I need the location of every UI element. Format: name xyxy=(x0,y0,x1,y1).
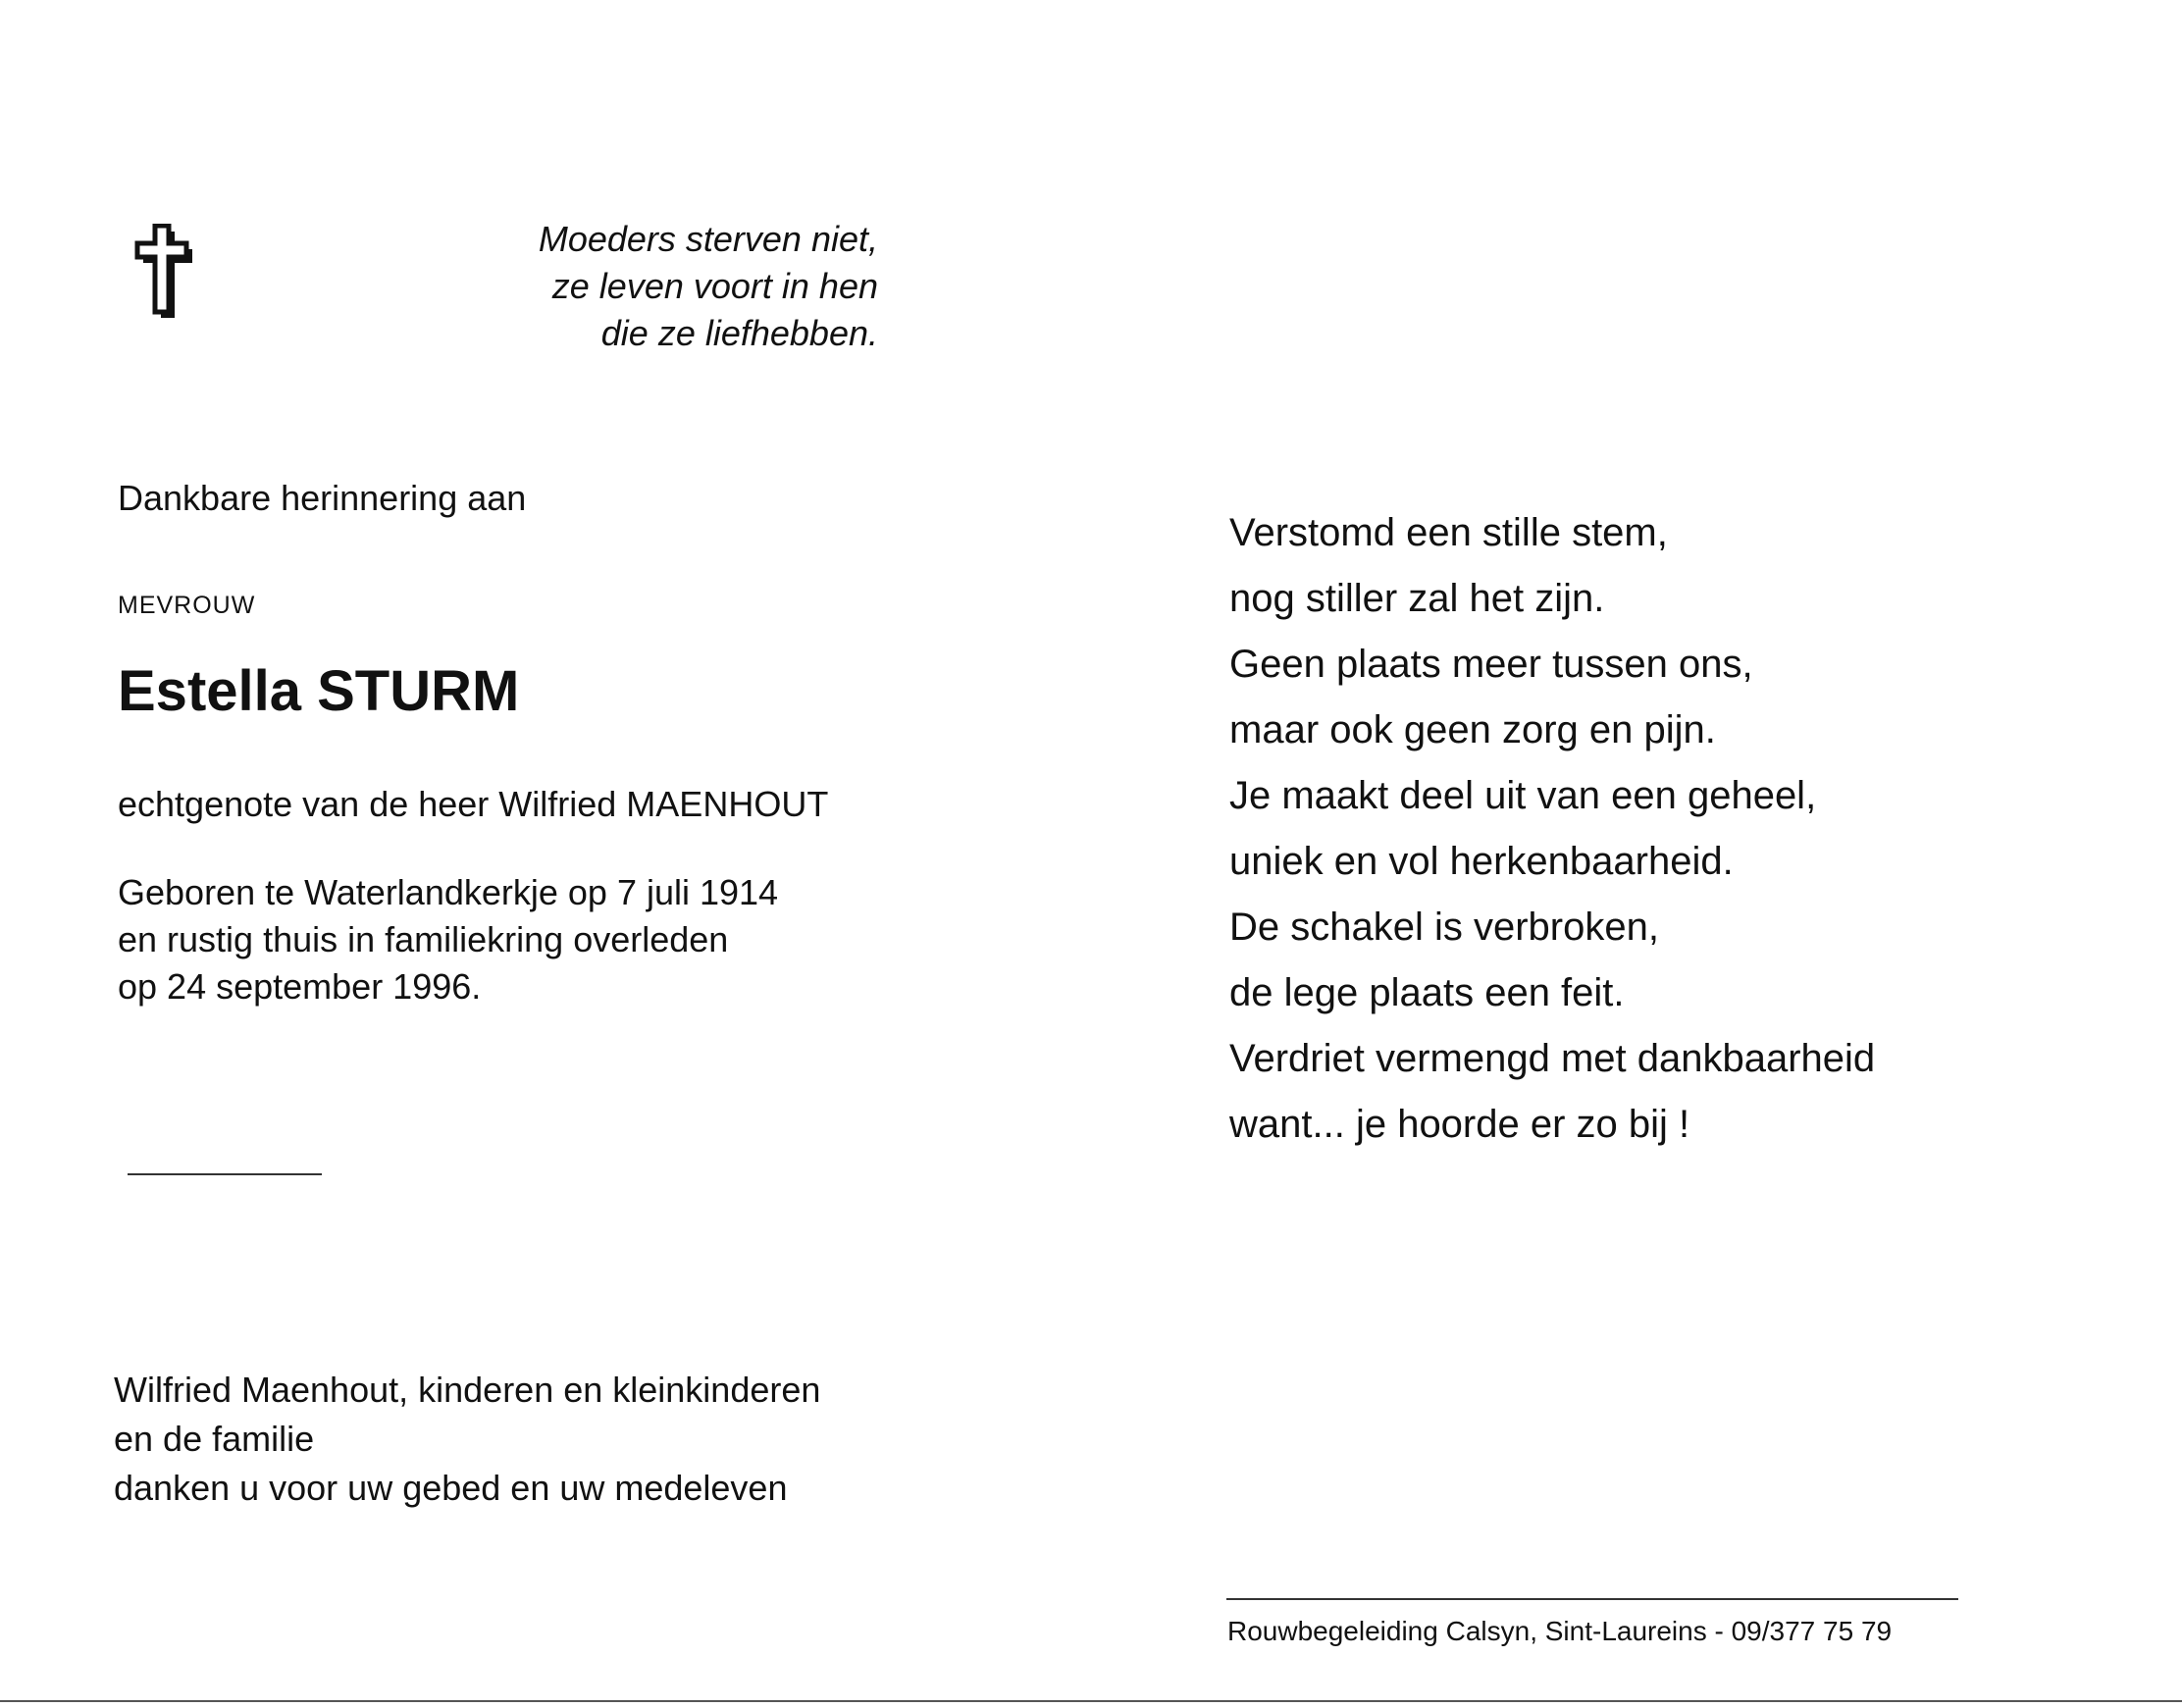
thanks-line: danken u voor uw gebed en uw medeleven xyxy=(114,1468,788,1508)
motto xyxy=(353,216,878,357)
thanks-block xyxy=(114,1366,820,1513)
motto-line: ze leven voort in hen xyxy=(551,266,878,306)
motto-line: die ze liefhebben. xyxy=(600,313,878,353)
card-edge xyxy=(0,1700,2182,1702)
poem-line: Verdriet vermengd met dankbaarheid xyxy=(1229,1037,1876,1080)
thanks-line: en de familie xyxy=(114,1419,315,1459)
intro-text: Dankbare herinnering aan xyxy=(118,478,527,518)
divider xyxy=(1226,1598,1958,1600)
life-line: op 24 september 1996. xyxy=(118,966,482,1007)
poem-line: maar ook geen zorg en pijn. xyxy=(1229,708,1716,751)
poem-line: uniek en vol herkenbaarheid. xyxy=(1229,840,1734,883)
poem-line: Je maakt deel uit van een geheel, xyxy=(1229,774,1817,817)
poem-line: de lege plaats een feit. xyxy=(1229,971,1625,1014)
poem-line: nog stiller zal het zijn. xyxy=(1229,577,1605,620)
divider xyxy=(128,1173,322,1175)
life-line: Geboren te Waterlandkerkje op 7 juli 1914 xyxy=(118,872,779,912)
life-details xyxy=(118,869,778,1010)
poem-line: De schakel is verbroken, xyxy=(1229,906,1659,949)
poem-line: Verstomd een stille stem, xyxy=(1229,511,1668,554)
spouse-line: echtgenote van de heer Wilfried MAENHOUT xyxy=(118,784,829,824)
poem-line: Geen plaats meer tussen ons, xyxy=(1229,643,1753,686)
printer-credit: Rouwbegeleiding Calsyn, Sint-Laureins - 09/377 75 79 xyxy=(1227,1616,1893,1646)
title-word: MEVROUW xyxy=(118,592,256,619)
life-line: en rustig thuis in familiekring overleden xyxy=(118,919,729,959)
poem xyxy=(1229,500,1875,1158)
deceased-name: Estella STURM xyxy=(118,659,520,723)
motto-line: Moeders sterven niet, xyxy=(538,219,878,259)
thanks-line: Wilfried Maenhout, kinderen en kleinkinderen xyxy=(114,1370,821,1410)
poem-line: want... je hoorde er zo bij ! xyxy=(1229,1103,1690,1146)
cross-icon xyxy=(131,224,196,322)
